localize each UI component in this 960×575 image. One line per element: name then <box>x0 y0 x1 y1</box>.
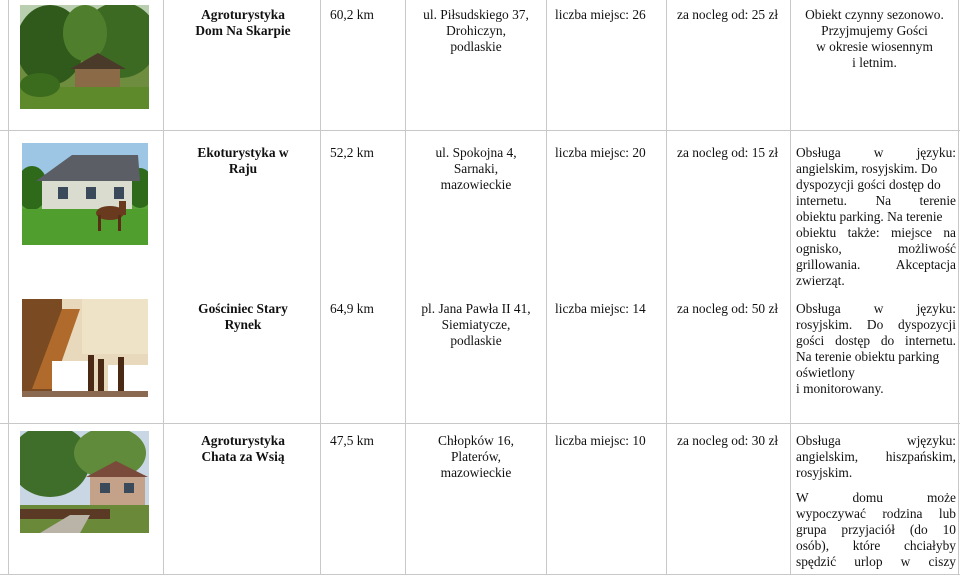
column-divider <box>320 0 321 575</box>
column-divider <box>546 0 547 575</box>
listing-price: za nocleg od: 30 zł <box>677 433 779 448</box>
listing-notes: Obsługa w języku: angielskim, rosyjskim. Do dyspozycji gości dostęp do internetu. Na terenie obiektu parking. Na terenie obiektu także: miejsce na ognisko, możliwość grillowania. Akceptacja zwierząt. <box>796 145 956 288</box>
listing-photo <box>22 299 148 397</box>
listing-notes-extra: W domu może wypoczywać rodzina lub grupa przyjaciół (do 10 osób), które chciałyby spędzić urlop w ciszy <box>796 490 956 569</box>
listing-notes: Obsługa wjęzyku: angielskim, hiszpańskim, rosyjskim. <box>796 433 956 480</box>
column-divider <box>163 0 164 575</box>
row-divider <box>0 130 960 131</box>
listing-places: liczba miejsc: 10 <box>555 433 646 448</box>
column-divider <box>8 0 9 575</box>
column-divider <box>958 0 959 575</box>
column-divider <box>405 0 406 575</box>
listing-price: za nocleg od: 25 zł <box>677 7 779 22</box>
listing-name: Ekoturystyka w Raju <box>197 145 289 176</box>
row-divider <box>0 423 960 424</box>
listing-places: liczba miejsc: 26 <box>555 7 646 22</box>
listing-places: liczba miejsc: 14 <box>555 301 646 316</box>
listing-photo <box>22 143 148 245</box>
listing-price: za nocleg od: 50 zł <box>677 301 779 316</box>
listing-notes: Obsługa w języku: rosyjskim. Do dyspozycji gości dostęp do internetu. Na terenie obiektu parking oświetlony i monitorowany. <box>796 301 956 396</box>
listing-address: ul. Piłsudskiego 37, Drohiczyn, podlaskie <box>423 7 529 54</box>
listing-places: liczba miejsc: 20 <box>555 145 646 160</box>
listing-price: za nocleg od: 15 zł <box>677 145 779 160</box>
listing-name: Agroturystyka Dom Na Skarpie <box>195 7 291 38</box>
listing-photo <box>20 5 149 109</box>
listing-name: Gościniec Stary Rynek <box>198 301 288 332</box>
listing-distance: 60,2 km <box>330 7 374 22</box>
listing-distance: 52,2 km <box>330 145 374 160</box>
listing-address: Chłopków 16, Platerów, mazowieckie <box>438 433 514 480</box>
listing-name: Agroturystyka Chata za Wsią <box>201 433 285 464</box>
column-divider <box>790 0 791 575</box>
listing-address: ul. Spokojna 4, Sarnaki, mazowieckie <box>435 145 517 192</box>
listing-distance: 47,5 km <box>330 433 374 448</box>
column-divider <box>666 0 667 575</box>
listing-notes: Obiekt czynny sezonowo. Przyjmujemy Gości w okresie wiosennym i letnim. <box>805 7 944 70</box>
listing-address: pl. Jana Pawła II 41, Siemiatycze, podlaskie <box>421 301 531 348</box>
listing-distance: 64,9 km <box>330 301 374 316</box>
listing-photo <box>20 431 149 533</box>
